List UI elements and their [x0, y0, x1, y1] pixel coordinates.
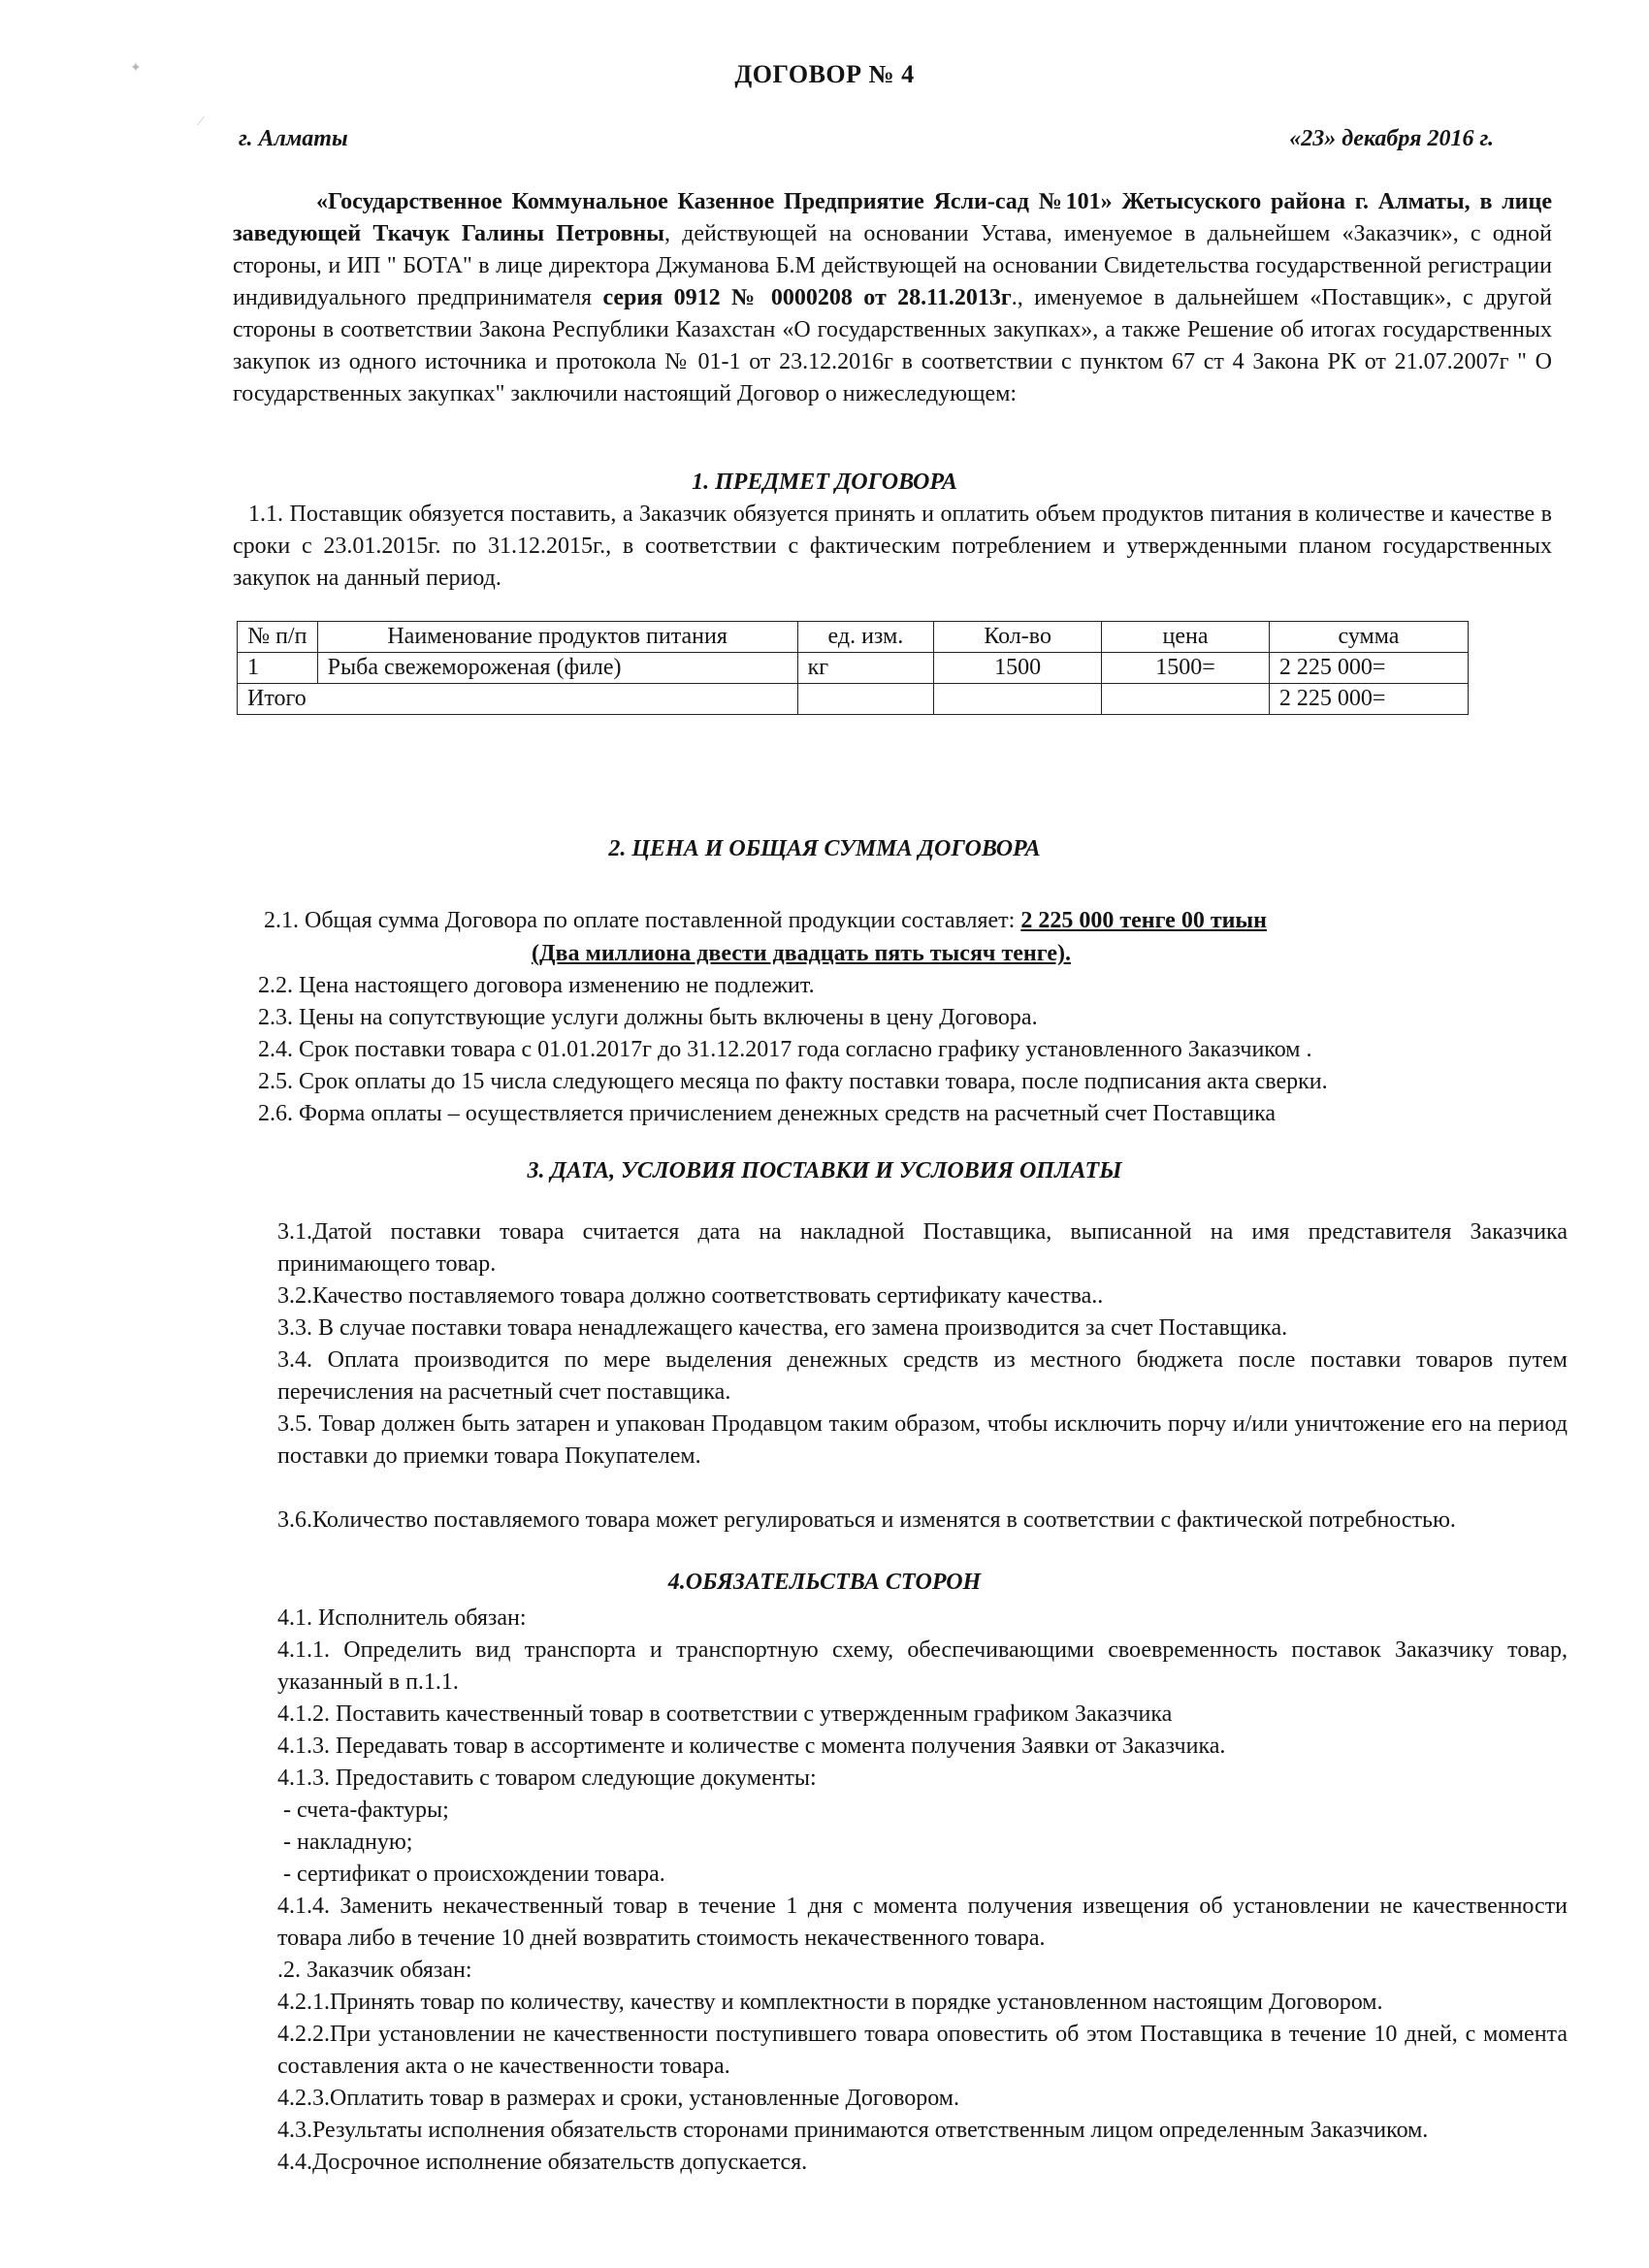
clause-4-1-3: 4.1.3. Передавать товар в ассортименте и количестве с момента получения Заявки от Заказчика. [277, 1733, 1226, 1759]
party1-details: , действующей на основании Устава, именуемое в дальнейшем «Заказчик», с одной стороны, и ИП " БОТА" в лице директора Джуманова Б.М действующей на основании Свидетельства государственной регистрации индивидуального предпринимателя [233, 221, 1552, 310]
clause-3-5: 3.5. Товар должен быть затарен и упакован Продавцом таким образом, чтобы исключить порчу и/или уничтожение его на период поставки до приемки товара Покупателем. [277, 1411, 1568, 1469]
section-4-title: 4.ОБЯЗАТЕЛЬСТВА СТОРОН [667, 1570, 982, 1595]
clause-4-3: 4.3.Результаты исполнения обязательств сторонами принимаются ответственным лицом определенным Заказчиком. [277, 2118, 1429, 2143]
clause-4-1-1: 4.1.1. Определить вид транспорта и транспортную схему, обеспечивающими своевременность поставок Заказчику товар, указанный в п.1.1. [277, 1637, 1568, 1695]
total-empty-cell [934, 684, 1102, 715]
section-3-title: 3. ДАТА, УСЛОВИЯ ПОСТАВКИ И УСЛОВИЯ ОПЛАТЫ [527, 1158, 1122, 1183]
clause-1-1: 1.1. Поставщик обязуется поставить, а Заказчик обязуется принять и оплатить объем продуктов питания в количестве и качестве в сроки с 23.01.2015г. по 31.12.2015г., в соответствии с фактическим потреблением и утвержденными планом государственных закупок на данный период. [233, 502, 1552, 591]
clause-2-1-text: 2.1. Общая сумма Договора по оплате поставленной продукции составляет: [264, 908, 1021, 933]
clause-4-2-2: 4.2.2.При установлении не качественности поступившего товара оповестить об этом Поставщика в течение 10 дней, с момента составления акта о не качественности товара. [277, 2022, 1568, 2079]
table-header-row [238, 622, 1469, 653]
products-table [237, 621, 1469, 715]
clause-2-6: 2.6. Форма оплаты – осуществляется причислением денежных средств на расчетный счет Поставщика [258, 1101, 1277, 1126]
party1-name: «Государственное Коммунальное Казенное Предприятие Ясли-сад №101» Жетысуского района г. Алматы, в лице заведующей Ткачук Галины Петровны [233, 189, 1552, 246]
section-1-title: 1. ПРЕДМЕТ ДОГОВОРА [692, 470, 957, 495]
scan-speck: ✦ [130, 61, 142, 76]
cell-unit: кг [797, 653, 934, 684]
cell-qty: 1500 [934, 653, 1102, 684]
intro-paragraph [233, 186, 1552, 410]
clause-4-1-2: 4.1.2. Поставить качественный товар в соответствии с утвержденным графиком Заказчика [277, 1701, 1173, 1727]
header-unit: ед. изм. [797, 622, 934, 653]
table-row [238, 653, 1469, 684]
clause-4-2-1: 4.2.1.Принять товар по количеству, качеству и комплектности в порядке установленном настоящим Договором. [277, 1990, 1383, 2015]
clause-2-2: 2.2. Цена настоящего договора изменению не подлежит. [258, 973, 815, 998]
certificate-number: серия 0912 № 0000208 от 28.11.2013г [602, 285, 1012, 310]
contract-city: г. Алматы [239, 126, 348, 151]
clause-4-2-3: 4.2.3.Оплатить товар в размерах и сроки, установленные Договором. [277, 2086, 959, 2111]
amount-in-words: (Два миллиона двести двадцать пять тысяч тенге). [532, 941, 1071, 966]
clause-3-2: 3.2.Качество поставляемого товара должно соответствовать сертификату качества.. [277, 1283, 1104, 1309]
cell-num: 1 [238, 653, 318, 684]
clause-4-1-3-docs: 4.1.3. Предоставить с товаром следующие документы: [277, 1766, 817, 1791]
clause-2-1 [264, 908, 1267, 934]
document-title: ДОГОВОР № 4 [734, 60, 915, 88]
clause-4-2: .2. Заказчик обязан: [277, 1958, 472, 1983]
header-sum: сумма [1269, 622, 1468, 653]
clause-3-3: 3.3. В случае поставки товара ненадлежащего качества, его замена производится за счет Поставщика. [277, 1315, 1288, 1341]
table-total-row [238, 684, 1469, 715]
clause-4-4: 4.4.Досрочное исполнение обязательств допускается. [277, 2150, 808, 2175]
contract-date: «23» декабря 2016 г. [1289, 126, 1494, 151]
cell-price: 1500= [1102, 653, 1270, 684]
section-3-list [277, 1216, 1568, 1537]
clause-3-6: 3.6.Количество поставляемого товара может регулироваться и изменятся в соответствии с фактической потребностью. [277, 1507, 1456, 1533]
section-1-text [233, 499, 1552, 595]
clause-2-5: 2.5. Срок оплаты до 15 числа следующего месяца по факту поставки товара, после подписания акта сверки. [258, 1069, 1328, 1094]
contract-amount: 2 225 000 тенге 00 тиын [1020, 908, 1267, 933]
doc-invoices: - счета-фактуры; [283, 1798, 449, 1823]
total-empty-cell [797, 684, 934, 715]
total-sum: 2 225 000= [1269, 684, 1468, 715]
total-label: Итого [238, 684, 798, 715]
header-name: Наименование продуктов питания [317, 622, 797, 653]
doc-origin-certificate: - сертификат о происхождении товара. [283, 1862, 665, 1887]
header-price: цена [1102, 622, 1270, 653]
section-2-title: 2. ЦЕНА И ОБЩАЯ СУММА ДОГОВОРА [608, 836, 1041, 861]
total-empty-cell [1102, 684, 1270, 715]
doc-waybill: - накладную; [283, 1830, 413, 1855]
clause-2-4: 2.4. Срок поставки товара с 01.01.2017г до 31.12.2017 года согласно графику установленного Заказчиком . [258, 1037, 1312, 1062]
clause-3-4: 3.4. Оплата производится по мере выделения денежных средств из местного бюджета после поставки товаров путем перечисления на расчетный счет поставщика. [277, 1347, 1568, 1405]
cell-sum: 2 225 000= [1269, 653, 1468, 684]
clause-2-3: 2.3. Цены на сопутствующие услуги должны быть включены в цену Договора. [258, 1005, 1038, 1030]
header-qty: Кол-во [934, 622, 1102, 653]
clause-3-1: 3.1.Датой поставки товара считается дата на накладной Поставщика, выписанной на имя представителя Заказчика принимающего товар. [277, 1219, 1568, 1277]
clause-4-1: 4.1. Исполнитель обязан: [277, 1605, 527, 1631]
cell-name: Рыба свежемороженая (филе) [317, 653, 797, 684]
party2-details: ., именуемое в дальнейшем «Поставщик», с другой стороны в соответствии Закона Республики Казахстан «О государственных закупках», а также Решение об итогах государственных закупок из одного источника и протокола № 01-1 от 23.12.2016г в соответствии с пунктом 67 ст 4 Закона РК от 21.07.2007г " О государственных закупках" заключили настоящий Договор о нижеследующем: [233, 285, 1553, 406]
clause-4-1-4: 4.1.4. Заменить некачественный товар в течение 1 дня с момента получения извещения об установлении не качественности товара либо в течение 10 дней возвратить стоимость некачественного товара. [277, 1894, 1568, 1951]
scan-speck: ⁄ [200, 114, 203, 129]
section-2-list [258, 970, 1577, 1130]
section-4-list [277, 1603, 1568, 2179]
header-num: № п/п [238, 622, 318, 653]
